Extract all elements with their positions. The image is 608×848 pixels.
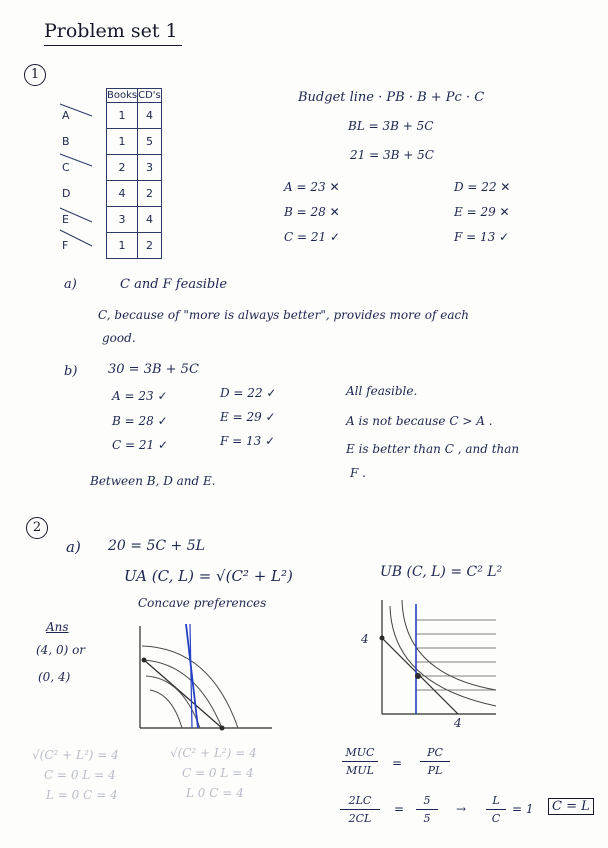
b-right-line4: F . <box>350 466 366 480</box>
cost-row <box>284 180 340 194</box>
numerator: PC <box>427 746 443 759</box>
page-title: Problem set 1 <box>44 20 178 42</box>
indifference-curve <box>150 690 182 728</box>
b-right-line2: A is not because C > A . <box>346 414 493 428</box>
denominator: 2CL <box>348 812 372 825</box>
q2-budget-equation: 20 = 5C + 5L <box>108 538 205 554</box>
check-mark-icon: ✓ <box>265 410 276 424</box>
part-a-label: a) <box>64 277 77 292</box>
check-mark-icon: ✓ <box>499 230 510 244</box>
check-mark-icon: ✓ <box>157 414 168 428</box>
answer-label: Ans <box>46 620 69 634</box>
part-b-equation: 30 = 3B + 5C <box>108 362 199 377</box>
cell-cds: 4 <box>138 103 162 129</box>
fraction-bar <box>340 809 380 810</box>
utility-a: UA (C, L) = √(C² + L²) <box>124 567 293 585</box>
numerator: 2LC <box>348 794 372 807</box>
cost-text: B = 28 <box>284 205 326 219</box>
denominator: MUL <box>346 764 374 777</box>
b-cost-row <box>220 410 276 424</box>
cell-cds: 4 <box>138 207 162 233</box>
check-mark-icon: ✓ <box>266 386 277 400</box>
cost-row <box>284 230 340 244</box>
table-header-books: Books <box>107 90 138 101</box>
cost-text: F = 13 <box>220 434 262 448</box>
check-mark-icon: ✓ <box>157 389 168 403</box>
b-between: Between B, D and E. <box>90 474 216 488</box>
row-label: F <box>62 239 69 252</box>
indifference-curve <box>390 606 496 706</box>
answer-line2: (0, 4) <box>38 670 71 684</box>
cost-text: A = 23 <box>112 389 154 403</box>
tangency-point <box>415 673 421 679</box>
numerator: L <box>492 794 500 807</box>
row-label: D <box>62 187 71 200</box>
utility-b: UB (C, L) = C² L² <box>380 564 503 580</box>
strike-a <box>60 104 92 116</box>
q2-part-a-label: a) <box>66 538 81 556</box>
budget-line <box>144 660 222 728</box>
faint-work-line: √(C² + L²) = 4 <box>32 748 119 762</box>
fraction-mu <box>342 746 378 777</box>
fraction-price-ratio <box>416 794 438 825</box>
answer-line1: (4, 0) or <box>36 643 86 657</box>
cost-text: E = 29 <box>454 205 496 219</box>
cell-cds: 2 <box>138 233 162 259</box>
cross-mark-icon: ✕ <box>500 180 511 194</box>
cost-text: C = 21 <box>284 230 327 244</box>
cell-books: 1 <box>107 103 138 129</box>
denominator: PL <box>427 764 443 777</box>
cost-text: B = 28 <box>112 414 154 428</box>
fraction-mrs-derived <box>340 794 380 825</box>
fraction-price <box>420 746 450 777</box>
b-cost-row <box>220 386 276 400</box>
b-cost-row <box>220 434 275 448</box>
part-a-line3: good. <box>102 331 136 345</box>
cost-row <box>454 230 509 244</box>
faint-work-line: L 0 C = 4 <box>186 786 244 800</box>
strike-c <box>60 154 92 166</box>
b-cost-row <box>112 414 168 428</box>
row-label: A <box>62 109 70 122</box>
part-b-label: b) <box>64 364 78 379</box>
corner-point <box>220 726 225 731</box>
faint-work-line: C = 0 L = 4 <box>182 766 254 780</box>
fraction-bar <box>420 761 450 762</box>
cell-books: 4 <box>107 181 138 207</box>
corner-point <box>142 658 147 663</box>
equals-sign: = <box>392 756 403 770</box>
numerator: MUC <box>345 746 375 759</box>
cost-text: E = 29 <box>220 410 262 424</box>
axis-tick-label: 4 <box>454 716 462 730</box>
boxed-result: C = L <box>548 798 594 815</box>
row-label: C <box>62 161 70 174</box>
bl-equation: BL = 3B + 5C <box>348 119 434 133</box>
cell-books: 1 <box>107 129 138 155</box>
equals-one: = 1 <box>512 802 534 816</box>
cost-row <box>454 205 510 219</box>
bl-value-equation: 21 = 3B + 5C <box>350 148 434 162</box>
cost-text: D = 22 <box>220 386 263 400</box>
fraction-bar <box>342 761 378 762</box>
b-right-line1: All feasible. <box>346 384 418 398</box>
row-label: B <box>62 135 70 148</box>
cost-row <box>454 180 510 194</box>
check-mark-icon: ✓ <box>157 438 169 452</box>
faint-work-line: C = 0 L = 4 <box>44 768 116 782</box>
fraction-bar <box>416 809 438 810</box>
part-a-line1: C and F feasible <box>120 277 228 292</box>
equals-sign: = <box>394 802 405 816</box>
cross-mark-icon: ✕ <box>329 205 340 219</box>
graph-concave-preferences <box>126 624 276 744</box>
denominator: C <box>491 812 501 825</box>
table-header-cds: CD's <box>138 90 161 101</box>
faint-work-line: L = 0 C = 4 <box>46 788 118 802</box>
b-cost-row <box>112 438 168 452</box>
cross-mark-icon: ✕ <box>499 205 510 219</box>
cell-cds: 5 <box>138 129 162 155</box>
fraction-l-over-c <box>486 794 506 825</box>
cost-row <box>284 205 340 219</box>
cost-text: D = 22 <box>454 180 497 194</box>
cost-text: C = 21 <box>112 438 155 452</box>
cost-text: F = 13 <box>454 230 496 244</box>
strike-f <box>60 230 92 246</box>
question-1-number: 1 <box>24 64 46 86</box>
check-mark-icon: ✓ <box>265 434 276 448</box>
arrow-icon: → <box>456 802 467 816</box>
part-a-line2: C, because of "more is always better", provides more of each <box>98 308 469 322</box>
faint-work-line: √(C² + L²) = 4 <box>170 746 257 760</box>
denominator: 5 <box>423 812 431 825</box>
cell-books: 1 <box>107 233 138 259</box>
axis-tick-label: 4 <box>361 632 369 646</box>
b-right-line3: E is better than C , and than <box>346 442 520 456</box>
cost-text: A = 23 <box>284 180 326 194</box>
cell-cds: 2 <box>138 181 162 207</box>
cell-books: 2 <box>107 155 138 181</box>
concave-note: Concave preferences <box>138 596 267 610</box>
row-label: E <box>62 213 69 226</box>
cell-cds: 3 <box>138 155 162 181</box>
cell-books: 3 <box>107 207 138 233</box>
fraction-bar <box>486 809 506 810</box>
numerator: 5 <box>423 794 431 807</box>
cross-mark-icon: ✕ <box>329 180 340 194</box>
strike-e <box>60 208 92 222</box>
question-2-number: 2 <box>26 517 48 539</box>
b-cost-row <box>112 389 168 403</box>
graph-cobb-douglas <box>360 596 500 726</box>
budget-line-label: Budget line · PB · B + Pc · C <box>298 90 485 105</box>
check-mark-icon: ✓ <box>329 230 341 244</box>
corner-point <box>380 636 385 641</box>
